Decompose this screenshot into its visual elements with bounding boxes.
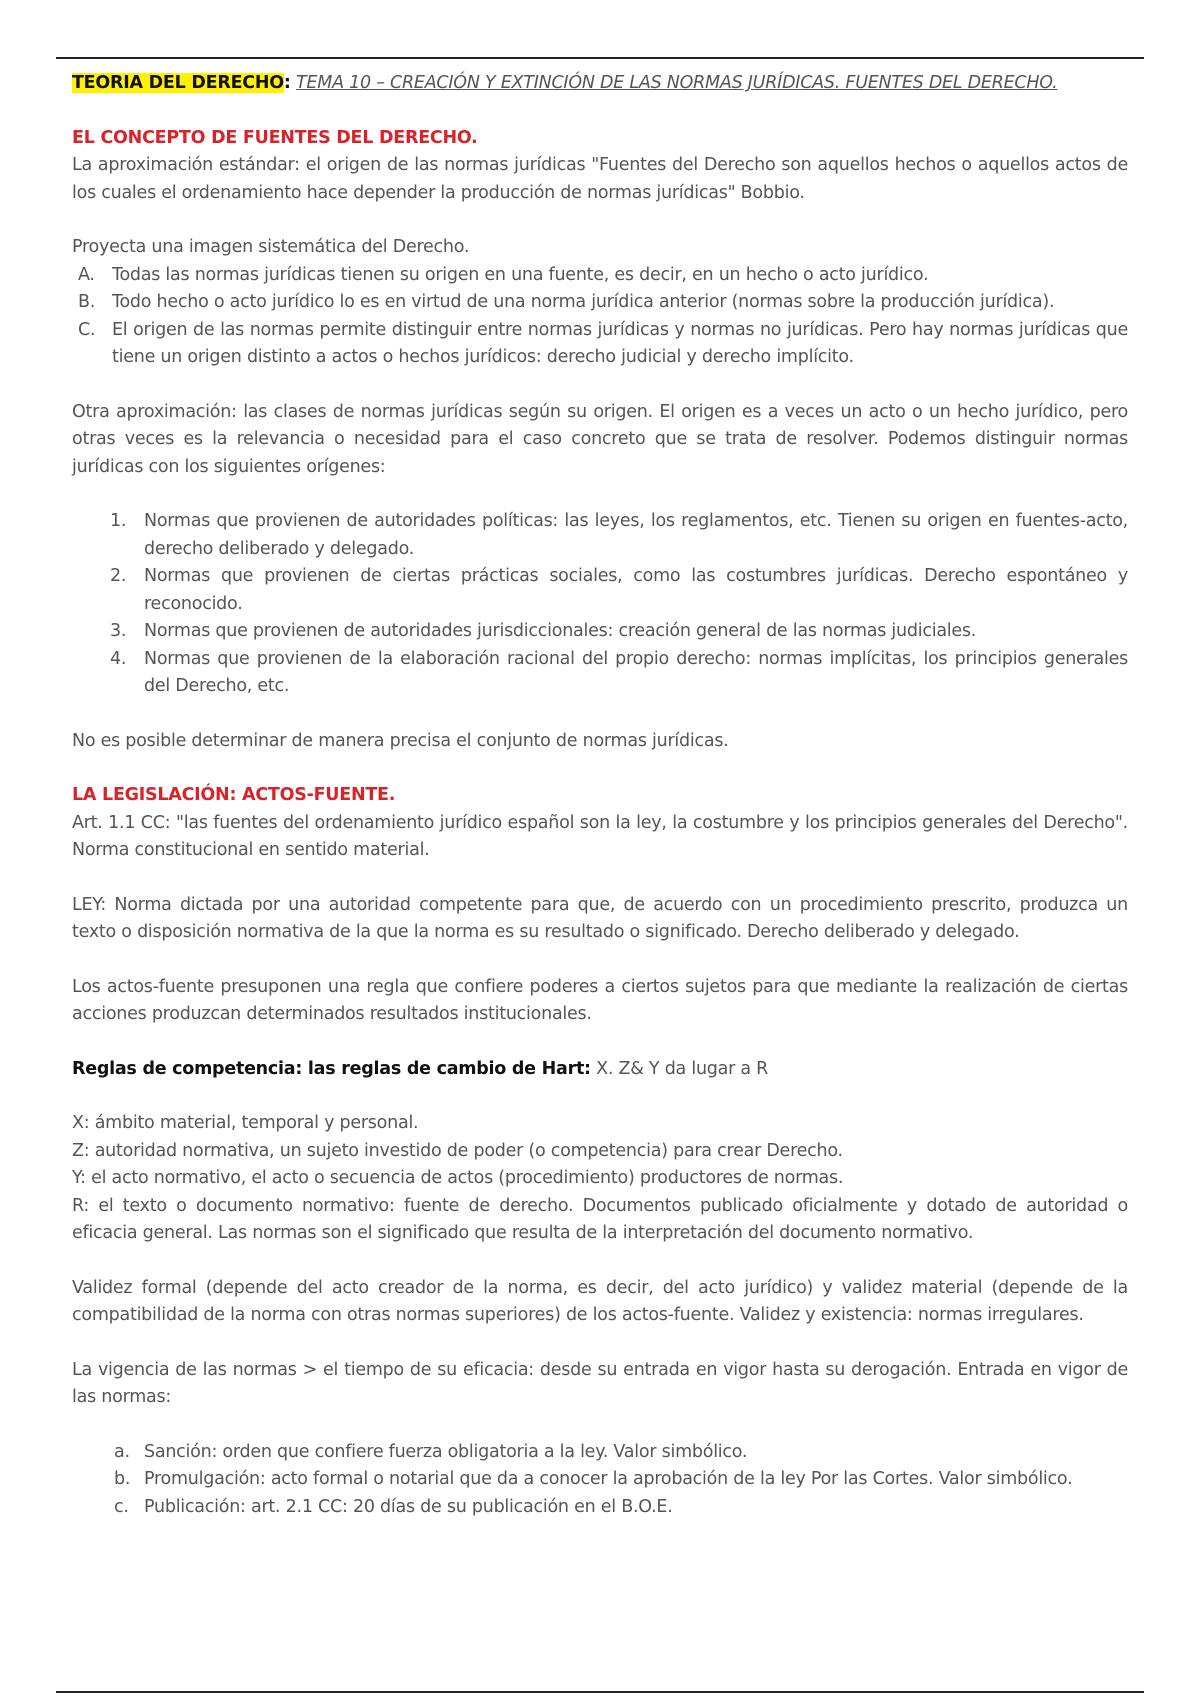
list-item-text: Publicación: art. 2.1 CC: 20 días de su publicación en el B.O.E. (144, 1496, 673, 1517)
topic-title: TEMA 10 – CREACIÓN Y EXTINCIÓN DE LAS NORMAS JURÍDICAS. FUENTES DEL DERECHO. (295, 73, 1058, 93)
paragraph-ley: LEY: Norma dictada por una autoridad competente para que, de acuerdo con un procedimiento prescrito, produzca un texto o disposición normativa de la que la norma es su resultado o significado. Derecho deliberado y delegado. (72, 894, 1128, 942)
lettered-list (72, 262, 1128, 372)
list-marker: C. (78, 319, 96, 340)
list-item (72, 563, 1128, 618)
list-marker: c. (114, 1496, 129, 1517)
numbered-list (72, 508, 1128, 701)
list-item-text: Normas que provienen de autoridades políticas: las leyes, los reglamentos, etc. Tienen su origen en fuentes-acto, derecho deliberado y delegado. (144, 511, 1128, 559)
list-item-text: Normas que provienen de la elaboración racional del propio derecho: normas implícitas, los principios generales del Derecho, etc. (144, 648, 1128, 696)
definition-x: X: ámbito material, temporal y personal. (72, 1113, 419, 1133)
list-marker: a. (114, 1441, 130, 1462)
list-item (72, 646, 1128, 701)
paragraph-actos-fuente: Los actos-fuente presuponen una regla que confiere poderes a ciertos sujetos para que mediante la realización de ciertas acciones produzcan determinados resultados institucionales. (72, 976, 1128, 1024)
paragraph-art-1-1: Art. 1.1 CC: "las fuentes del ordenamiento jurídico español son la ley, la costumbre y los principios generales del Derecho". Norma constitucional en sentido material. (72, 812, 1128, 860)
definition-z: Z: autoridad normativa, un sujeto investido de poder (o competencia) para crear Derecho. (72, 1140, 843, 1161)
list-item-text: El origen de las normas permite distinguir entre normas jurídicas y normas no jurídicas. Pero hay normas jurídicas que tiene un origen distinto a actos o hechos jurídicos: derecho judicial y derecho implícito. (112, 319, 1128, 367)
list-item-text: Sanción: orden que confiere fuerza obligatoria a la ley. Valor simbólico. (144, 1441, 748, 1462)
lettered-steps-list (72, 1439, 1128, 1522)
paragraph-validez: Validez formal (depende del acto creador de la norma, es decir, del acto jurídico) y validez material (depende de la compatibilidad de la norma con otras normas superiores) de los actos-fuente. Validez y existencia: normas irregulares. (72, 1277, 1128, 1325)
list-item (72, 262, 1128, 290)
list-item (72, 1494, 1128, 1522)
list-item (72, 1466, 1128, 1494)
list-item (72, 1439, 1128, 1467)
rules-formula: X. Z& Y da lugar a R (590, 1058, 769, 1079)
list-item-text: Normas que provienen de autoridades jurisdiccionales: creación general de las normas judiciales. (144, 621, 977, 641)
list-marker: 2. (110, 566, 127, 586)
paragraph-imagen-sistematica: Proyecta una imagen sistemática del Derecho. (72, 237, 470, 257)
course-label: TEORIA DEL DERECHO (72, 73, 284, 93)
list-item-text: Todas las normas jurídicas tienen su origen en una fuente, es decir, en un hecho o acto jurídico. (112, 264, 929, 285)
list-marker: A. (78, 264, 95, 285)
section-heading-concepto: EL CONCEPTO DE FUENTES DEL DERECHO. (72, 127, 478, 148)
definition-y: Y: el acto normativo, el acto o secuencia de actos (procedimiento) productores de normas. (72, 1168, 844, 1188)
list-marker: 4. (110, 648, 127, 669)
paragraph-aproximacion-estandar: La aproximación estándar: el origen de las normas jurídicas "Fuentes del Derecho son aquellos hechos o aquellos actos de los cuales el ordenamiento hace depender la producción de normas jurídicas" Bobbio. (72, 155, 1128, 203)
bottom-rule (56, 1691, 1144, 1693)
list-marker: 3. (110, 621, 127, 641)
definition-r: R: el texto o documento normativo: fuente de derecho. Documentos publicado oficialmente y dotado de autoridad o eficacia general. Las normas son el significado que resulta de la interpretación del documento normativo. (72, 1195, 1128, 1243)
list-marker: b. (114, 1469, 131, 1489)
section-heading-legislacion: LA LEGISLACIÓN: ACTOS-FUENTE. (72, 785, 396, 805)
rules-line (72, 1056, 1128, 1084)
list-item (72, 508, 1128, 563)
list-marker: B. (78, 292, 96, 312)
paragraph-vigencia: La vigencia de las normas > el tiempo de su eficacia: desde su entrada en vigor hasta su derogación. Entrada en vigor de las normas: (72, 1359, 1128, 1407)
list-item (72, 317, 1128, 372)
document-page (72, 70, 1128, 1521)
list-item-text: Normas que provienen de ciertas prácticas sociales, como las costumbres jurídicas. Derecho espontáneo y reconocido. (144, 566, 1128, 614)
list-item (72, 618, 1128, 646)
title-colon: : (283, 73, 291, 93)
paragraph-otra-aproximacion: Otra aproximación: las clases de normas jurídicas según su origen. El origen es a veces un acto o un hecho jurídico, pero otras veces es la relevancia o necesidad para el caso concreto que se trata de resolver. Podemos distinguir normas jurídicas con los siguientes orígenes: (72, 401, 1128, 477)
list-marker: 1. (110, 511, 127, 531)
list-item (72, 289, 1128, 317)
list-item-text: Todo hecho o acto jurídico lo es en virtud de una norma jurídica anterior (normas sobre la producción jurídica). (112, 292, 1055, 312)
rules-heading: Reglas de competencia: las reglas de cambio de Hart: (72, 1058, 591, 1079)
list-item-text: Promulgación: acto formal o notarial que da a conocer la aprobación de la ley Por las Cortes. Valor simbólico. (144, 1469, 1073, 1489)
paragraph-conjunto-normas: No es posible determinar de manera precisa el conjunto de normas jurídicas. (72, 730, 729, 751)
top-rule (56, 57, 1144, 59)
document-title (72, 70, 1128, 98)
